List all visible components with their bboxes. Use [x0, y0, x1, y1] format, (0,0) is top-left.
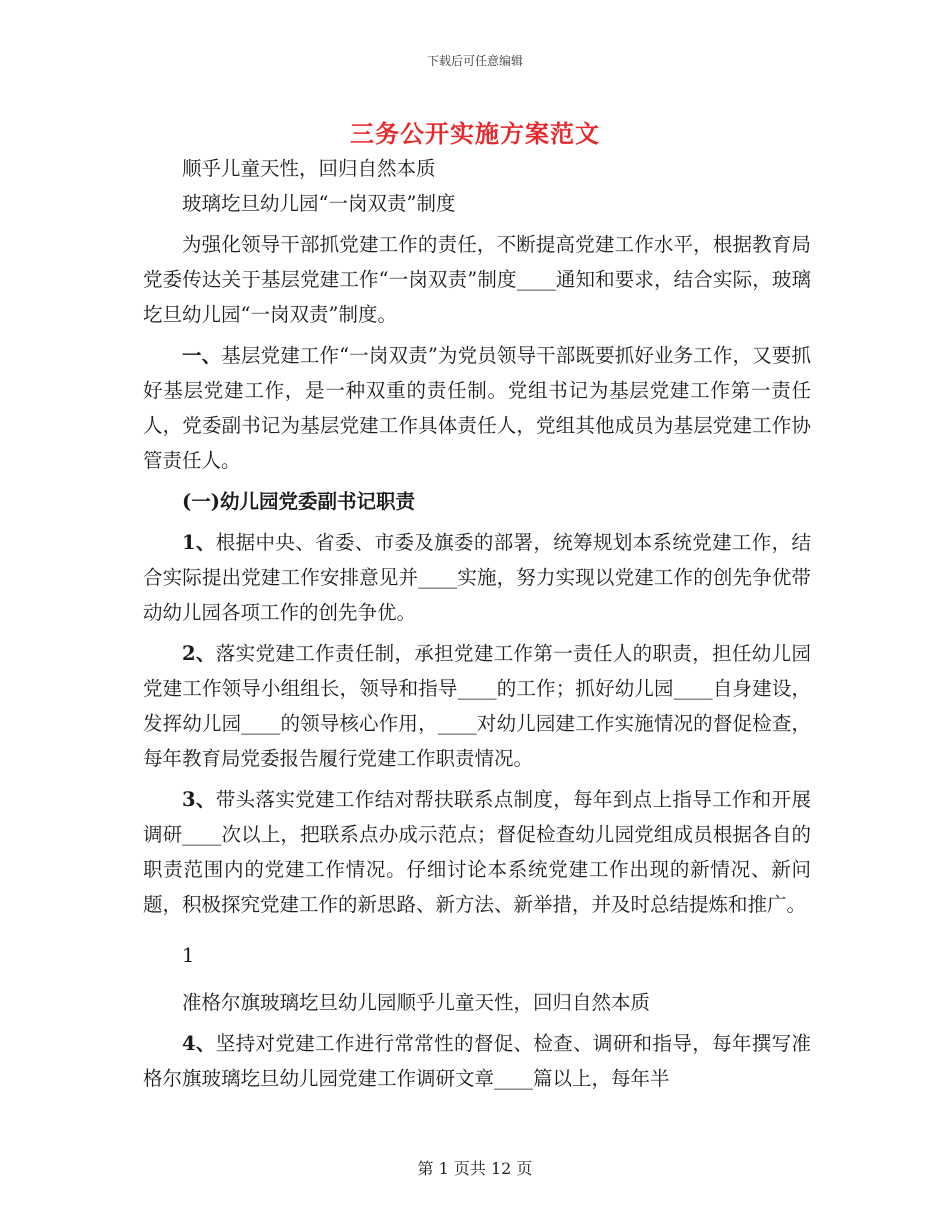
item-text: 带头落实党建工作结对帮扶联系点制度，每年到点上指导工作和开展调研____次以上，把联系点办成示范点；督促检查幼儿园党组成员根据各自的职责范围内的党建工作情况。仔细讨论本系统党建工作出现的新情况、新问题，积极探究党建工作的新思路、新方法、新举措，并及时总结提炼和推广。 [143, 788, 811, 916]
item-number: 1、 [182, 531, 216, 554]
document-body [143, 151, 811, 1096]
item-number: 3、 [182, 788, 216, 811]
paragraph-heading-duties: (一)幼儿园党委副书记职责 [182, 490, 415, 513]
item-number: 4、 [182, 1032, 216, 1055]
item-text: 坚持对党建工作进行常常性的督促、检查、调研和指导，每年撰写准格尔旗玻璃圪旦幼儿园党建工作调研文章____篇以上，每年半 [143, 1032, 811, 1090]
paragraph-item-4 [143, 1026, 811, 1096]
item-text: 落实党建工作责任制，承担党建工作第一责任人的职责，担任幼儿园党建工作领导小组组长，领导和指导____的工作；抓好幼儿园____自身建设，发挥幼儿园____的领导核心作用，____对幼儿园建工作实施情况的督促检查，每年教育局党委报告履行党建工作职责情况。 [143, 642, 811, 770]
paragraph-intro: 为强化领导干部抓党建工作的责任，不断提高党建工作水平，根据教育局党委传达关于基层党建工作“一岗双责”制度____通知和要求，结合实际，玻璃圪旦幼儿园“一岗双责”制度。 [143, 233, 811, 326]
paragraph-section-one [143, 338, 811, 478]
paragraph-subtitle: 玻璃圪旦幼儿园“一岗双责”制度 [182, 192, 456, 215]
paragraph-item-3 [143, 782, 811, 922]
paragraph-running-header: 准格尔旗玻璃圪旦幼儿园顺乎儿童天性，回归自然本质 [182, 991, 651, 1014]
inner-page-number: 1 [182, 944, 195, 967]
paragraph-motto: 顺乎儿童天性，回归自然本质 [182, 157, 436, 180]
document-title: 三务公开实施方案范文 [350, 119, 600, 148]
section-number: 一、 [182, 344, 222, 367]
paragraph-item-2 [143, 636, 811, 776]
item-text: 根据中央、省委、市委及旗委的部署，统筹规划本系统党建工作，结合实际提出党建工作安排意见并____实施，努力实现以党建工作的创先争优带动幼儿园各项工作的创先争优。 [143, 531, 811, 624]
item-number: 2、 [182, 642, 216, 665]
page-footer-info: 第 1 页共 12 页 [417, 1159, 533, 1178]
section-text: 基层党建工作“一岗双责”为党员领导干部既要抓好业务工作，又要抓好基层党建工作，是一种双重的责任制。党组书记为基层党建工作第一责任人，党委副书记为基层党建工作具体责任人，党组其他成员为基层党建工作协管责任人。 [143, 344, 811, 472]
paragraph-item-1 [143, 525, 811, 630]
page-header-note: 下载后可任意编辑 [426, 54, 523, 68]
